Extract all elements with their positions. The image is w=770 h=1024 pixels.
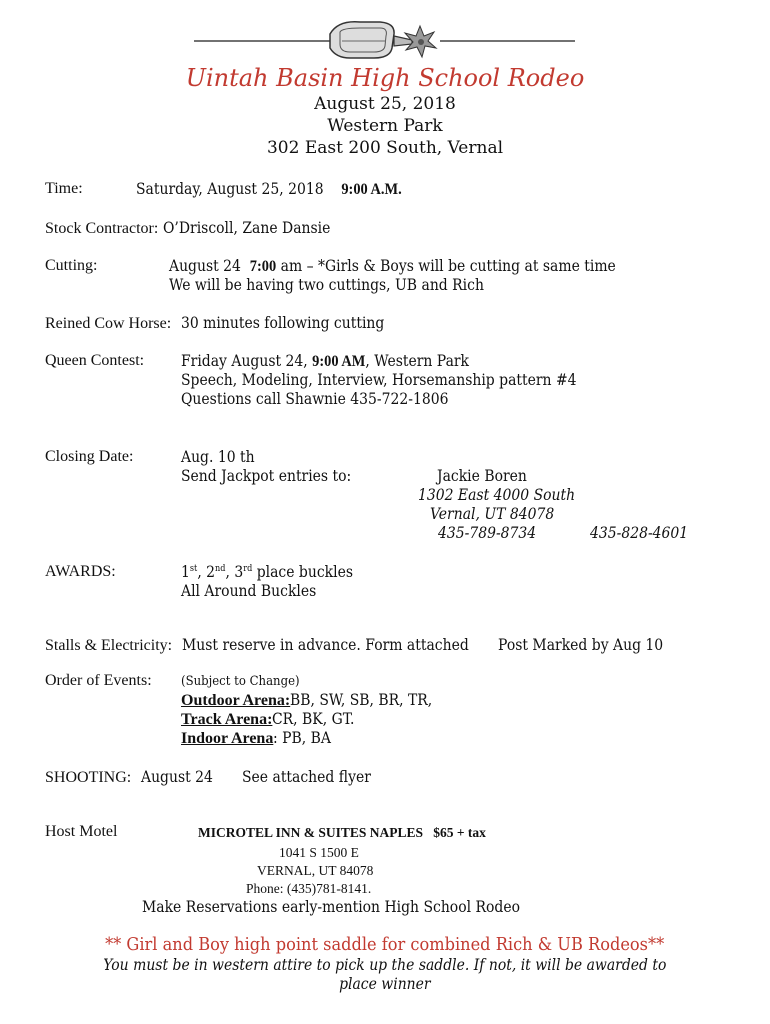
jackpot-contact-phone1: 435-789-8734 xyxy=(438,524,537,542)
cutting-label: Cutting: xyxy=(45,257,98,274)
shooting-label: SHOOTING: xyxy=(45,769,132,786)
motel-reservations: Make Reservations early-mention High School Rodeo xyxy=(142,898,520,916)
stalls-row xyxy=(45,636,501,655)
spur-logo xyxy=(190,14,580,66)
reined-cow-horse-label: Reined Cow Horse: xyxy=(45,315,172,332)
closing-date-value: Aug. 10 th xyxy=(181,448,255,466)
track-arena-label: Track Arena: xyxy=(181,711,273,728)
shooting-date: August 24 xyxy=(141,768,214,786)
track-arena-line: Track Arena:CR, BK, GT. xyxy=(181,710,355,728)
reined-cow-horse-value: 30 minutes following cutting xyxy=(181,314,385,332)
order-note: (Subject to Change) xyxy=(181,674,300,689)
motel-city: VERNAL, UT 84078 xyxy=(257,863,374,878)
event-date: August 25, 2018 xyxy=(314,94,456,114)
indoor-arena-label: Indoor Arena xyxy=(181,730,274,747)
shooting-value: See attached flyer xyxy=(242,768,371,786)
stalls-value: Must reserve in advance. Form attached xyxy=(181,636,469,654)
order-of-events-label: Order of Events: xyxy=(45,672,152,689)
awards-line1: 1st, 2nd, 3rd place buckles xyxy=(181,563,353,581)
motel-phone: Phone: (435)781-8141. xyxy=(246,881,372,896)
outdoor-arena-label: Outdoor Arena: xyxy=(181,692,291,709)
saddle-note-line2: place winner xyxy=(339,975,431,993)
jackpot-entries-text: Send Jackpot entries to: xyxy=(181,467,352,485)
event-address: 302 East 200 South, Vernal xyxy=(266,138,504,158)
stalls-label: Stalls & Electricity: xyxy=(45,637,173,654)
awards-label: AWARDS: xyxy=(45,563,116,580)
cutting-line1: August 24 7:00 am – *Girls & Boys will be cutting at same time xyxy=(169,257,616,275)
saddle-headline: ** Girl and Boy high point saddle for combined Rich & UB Rodeos** xyxy=(105,934,665,955)
queen-contest-line2: Speech, Modeling, Interview, Horsemanship pattern #4 xyxy=(181,371,577,389)
queen-contest-label: Queen Contest: xyxy=(45,352,145,369)
jackpot-contact-street: 1302 East 4000 South xyxy=(418,486,576,504)
cutting-line2: We will be having two cuttings, UB and Rich xyxy=(169,276,484,294)
motel-name-line: MICROTEL INN & SUITES NAPLES $65 + tax xyxy=(198,825,486,840)
stock-contractor-value: O’Driscoll, Zane Dansie xyxy=(163,219,331,237)
time-label: Time: xyxy=(45,180,83,197)
closing-date-label: Closing Date: xyxy=(45,448,134,465)
event-venue: Western Park xyxy=(327,116,443,136)
saddle-note-line1: You must be in western attire to pick up the saddle. If not, it will be awarded to xyxy=(103,956,667,974)
page-title: Uintah Basin High School Rodeo xyxy=(185,64,585,92)
queen-contest-line1: Friday August 24, 9:00 AM, Western Park xyxy=(181,352,470,370)
jackpot-contact-city: Vernal, UT 84078 xyxy=(430,505,555,523)
host-motel-label: Host Motel xyxy=(45,823,118,840)
motel-street: 1041 S 1500 E xyxy=(279,845,359,860)
stalls-postmarked: Post Marked by Aug 10 xyxy=(498,636,664,654)
jackpot-contact-phone2: 435-828-4601 xyxy=(590,524,689,542)
stock-contractor-label: Stock Contractor: xyxy=(45,220,159,237)
time-value: Saturday, August 25, 2018 9:00 A.M. xyxy=(136,180,402,198)
jackpot-contact-name: Jackie Boren xyxy=(437,467,527,485)
awards-line2: All Around Buckles xyxy=(181,582,317,600)
outdoor-arena-line: Outdoor Arena:BB, SW, SB, BR, TR, xyxy=(181,691,433,709)
shooting-row xyxy=(45,768,221,787)
indoor-arena-line: Indoor Arena: PB, BA xyxy=(181,729,332,747)
reined-cow-horse-row xyxy=(45,314,407,333)
queen-contest-line3: Questions call Shawnie 435-722-1806 xyxy=(181,390,449,408)
stock-contractor-row xyxy=(45,219,349,238)
